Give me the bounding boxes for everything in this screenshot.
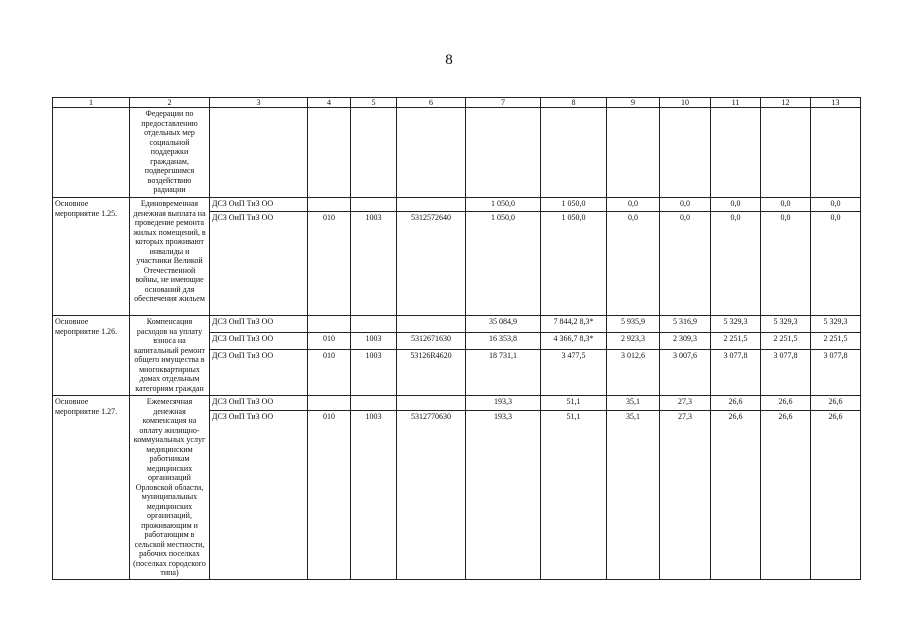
- measure-label: Основное мероприятие 1.26.: [53, 316, 130, 396]
- total-value: 18 731,1: [466, 350, 541, 396]
- column-number: 13: [811, 98, 861, 108]
- table-row: ДСЗ ОиП ТиЗ ОО 010 1003 5312770630 193,3 51,1 35,1 27,3 26,6 26,6 26,6: [53, 410, 861, 579]
- total-value: 35 084,9: [466, 316, 541, 333]
- table-row: Основное мероприятие 1.25. Единовременная денежная выплата на проведение ремонта жилых помещений, в которых проживают инвалиды и участники Великой Отечественной войны, не имеющие оснований для обеспечения жильем ДСЗ ОиП ТиЗ ОО 1 050,0 1 050,0 0,0 0,0 0,0 0,0 0,0: [53, 198, 861, 212]
- table-row: ДСЗ ОиП ТиЗ ОО 010 1003 53126R4620 18 731,1 3 477,5 3 012,6 3 007,6 3 077,8 3 077,8 3 077,8: [53, 350, 861, 396]
- column-number: 10: [660, 98, 711, 108]
- executor-cell: ДСЗ ОиП ТиЗ ОО: [210, 316, 308, 333]
- column-number-row: [53, 98, 861, 108]
- executor-cell: ДСЗ ОиП ТиЗ ОО: [210, 350, 308, 396]
- column-number: 1: [53, 98, 130, 108]
- executor-cell: ДСЗ ОиП ТиЗ ОО: [210, 198, 308, 212]
- column-number: 8: [541, 98, 607, 108]
- executor-cell: ДСЗ ОиП ТиЗ ОО: [210, 410, 308, 579]
- table-row: Основное мероприятие 1.26. Компенсация расходов на уплату взноса на капитальный ремонт общего имущества в многоквартирных домах отдельным категориям граждан ДСЗ ОиП ТиЗ ОО 35 084,9 7 844,2 8,3* 5 935,9 5 316,9 5 329,3 5 329,3 5 329,3: [53, 316, 861, 333]
- column-number: 3: [210, 98, 308, 108]
- total-value: 193,3: [466, 396, 541, 411]
- measure-name: Федерации по предоставлению отдельных мер социальной поддержки гражданам, подвергшимся воздействию радиации: [130, 108, 210, 198]
- measure-name: Компенсация расходов на уплату взноса на капитальный ремонт общего имущества в многоквартирных домах отдельным категориям граждан: [130, 316, 210, 396]
- total-value: 1 050,0: [466, 212, 541, 316]
- program-table: [52, 97, 861, 580]
- column-number: 7: [466, 98, 541, 108]
- column-number: 9: [607, 98, 660, 108]
- table-row: Основное мероприятие 1.27. Ежемесячная денежная компенсация на оплату жилищно-коммунальных услуг медицинским работникам медицинских организаций Орловской области, муниципальных медицинских организаций, проживающим и работающим в сельской местности, рабочих поселках (поселках городского типа) ДСЗ ОиП ТиЗ ОО 193,3 51,1 35,1 27,3 26,6 26,6 26,6: [53, 396, 861, 411]
- table-row-continuation: [53, 108, 861, 198]
- table-row: ДСЗ ОиП ТиЗ ОО 010 1003 5312671630 16 353,8 4 366,7 8,3* 2 923,3 2 309,3 2 251,5 2 251,5 2 251,5: [53, 333, 861, 350]
- column-number: 12: [761, 98, 811, 108]
- page-number: 8: [445, 52, 453, 68]
- executor-cell: ДСЗ ОиП ТиЗ ОО: [210, 212, 308, 316]
- column-number: 2: [130, 98, 210, 108]
- column-number: 6: [397, 98, 466, 108]
- column-number: 11: [711, 98, 761, 108]
- column-number: 4: [308, 98, 351, 108]
- measure-name: Ежемесячная денежная компенсация на оплату жилищно-коммунальных услуг медицинским работникам медицинских организаций Орловской области, муниципальных медицинских организаций, проживающим и работающим в сельской местности, рабочих поселках (поселках городского типа): [130, 396, 210, 580]
- measure-label: Основное мероприятие 1.25.: [53, 198, 130, 316]
- measure-name: Единовременная денежная выплата на проведение ремонта жилых помещений, в которых проживают инвалиды и участники Великой Отечественной войны, не имеющие оснований для обеспечения жильем: [130, 198, 210, 316]
- measure-label: Основное мероприятие 1.27.: [53, 396, 130, 580]
- executor-cell: ДСЗ ОиП ТиЗ ОО: [210, 396, 308, 411]
- table-row: ДСЗ ОиП ТиЗ ОО 010 1003 5312572640 1 050,0 1 050,0 0,0 0,0 0,0 0,0 0,0: [53, 212, 861, 316]
- total-value: 1 050,0: [466, 198, 541, 212]
- total-value: 193,3: [466, 410, 541, 579]
- total-value: 16 353,8: [466, 333, 541, 350]
- column-number: 5: [351, 98, 397, 108]
- executor-cell: ДСЗ ОиП ТиЗ ОО: [210, 333, 308, 350]
